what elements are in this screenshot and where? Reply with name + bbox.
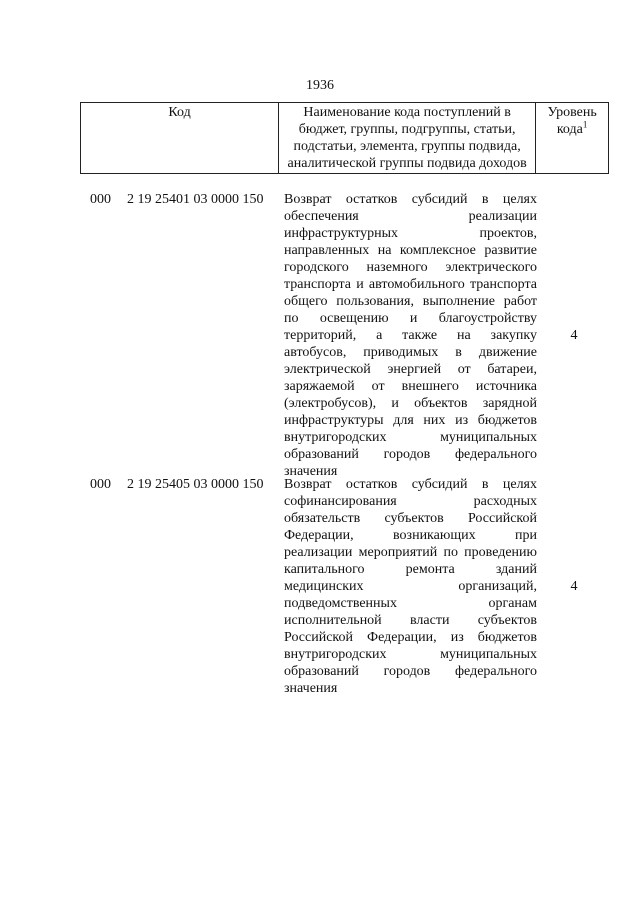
row-description: Возврат остатков субсидий в целях софинансирования расходных обязательств субъектов Российской Федерации, возникающих при реализации мероприятий по проведению капитального ремонта зданий медицинских организаций, подведомственных органам исполнительной власти субъектов Российской Федерации, из бюджетов внутригородских муниципальных образований городов федерального значения: [284, 477, 537, 696]
header-level-label: Уровень кода: [547, 105, 597, 137]
budget-code: 2 19 25405 03 0000 150: [127, 477, 264, 492]
row-description: Возврат остатков субсидий в целях обеспечения реализации инфраструктурных проектов, направленных на комплексное развитие городского наземного электрического транспорта и автомобильного транспорта общего пользования, выполнение работ по освещению и благоустройству территорий, а также на закупку автобусов, приводимых в движение электрической энергией от батареи, заряжаемой от внешнего источника (электробусов), и объектов зарядной инфраструктуры для них из бюджетов внутригородских муниципальных образований городов федерального значения: [284, 192, 537, 479]
page-number: 1936: [306, 78, 334, 93]
admin-code: 000: [90, 192, 111, 207]
header-name: Наименование кода поступлений в бюджет, группы, подгруппы, статьи, подстатьи, элемента, группы подвида, аналитической группы подвида доходов: [279, 103, 536, 174]
table-header: [80, 102, 609, 174]
header-code: Код: [81, 103, 279, 174]
admin-code: 000: [90, 477, 111, 492]
header-level: [536, 103, 609, 174]
table-header-row: [81, 103, 609, 174]
budget-code: 2 19 25401 03 0000 150: [127, 192, 264, 207]
row-level: 4: [570, 328, 578, 343]
footnote-mark: 1: [582, 119, 588, 130]
row-level: 4: [570, 579, 578, 594]
